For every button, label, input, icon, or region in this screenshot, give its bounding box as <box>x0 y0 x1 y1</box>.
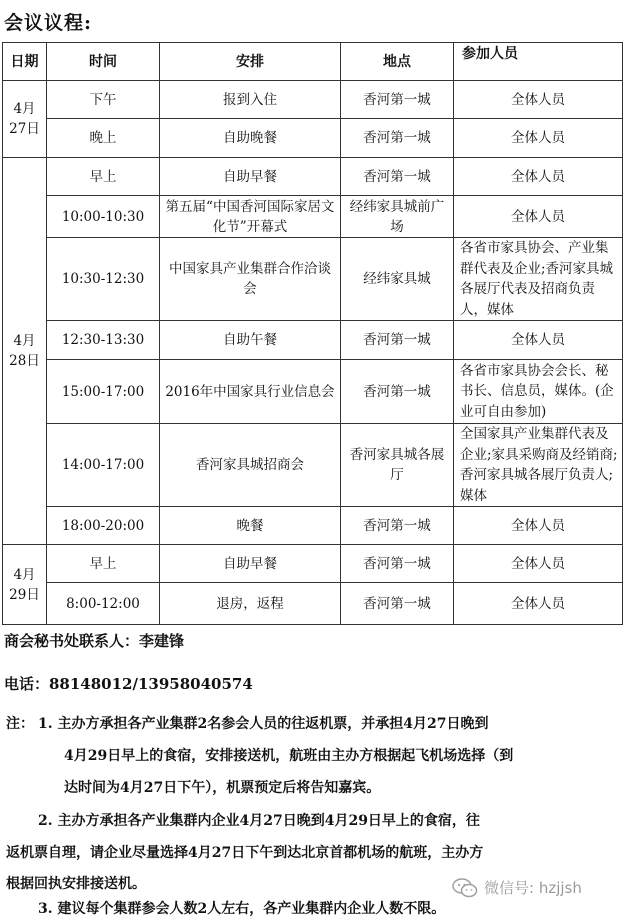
attendees-cell: 全国家具产业集群代表及企业;家具采购商及经销商;香河家具城各展厅负责人;媒体 <box>454 424 623 507</box>
attendees-cell: 全体人员 <box>454 81 623 119</box>
note-2-line-1: 2. 主办方承担各产业集群内企业4月27日晚到4月29日早上的食宿，往 <box>38 813 480 829</box>
arrangement-cell: 自助早餐 <box>160 158 341 196</box>
arrangement-cell: 自助午餐 <box>160 321 341 360</box>
time-cell: 10:00-10:30 <box>47 196 160 238</box>
time-cell: 15:00-17:00 <box>47 360 160 424</box>
location-cell: 香河第一城 <box>341 321 454 360</box>
arrangement-cell: 晚餐 <box>160 507 341 545</box>
time-cell: 早上 <box>47 158 160 196</box>
attendees-cell: 全体人员 <box>454 196 623 238</box>
location-cell: 香河第一城 <box>341 545 454 583</box>
attendees-cell: 全体人员 <box>454 158 623 196</box>
attendees-cell: 全体人员 <box>454 583 623 625</box>
location-cell: 经纬家具城 <box>341 238 454 321</box>
table-row <box>3 238 623 321</box>
table-row <box>3 360 623 424</box>
note-3-line-1: 3. 建议每个集群参会人数2人左右，各产业集群内企业人数不限。 <box>38 901 446 917</box>
note-1-line-3: 达时间为4月27日下午），机票预定后将告知嘉宾。 <box>64 780 381 796</box>
table-row <box>3 81 623 119</box>
time-cell: 10:30-12:30 <box>47 238 160 321</box>
date-cell: 4月27日 <box>3 81 47 158</box>
arrangement-cell: 自助晚餐 <box>160 119 341 158</box>
note-1-line-2: 4月29日早上的食宿，安排接送机，航班由主办方根据起飞机场选择（到 <box>64 748 514 764</box>
arrangement-cell: 退房，返程 <box>160 583 341 625</box>
location-cell: 香河第一城 <box>341 81 454 119</box>
time-cell: 8:00-12:00 <box>47 583 160 625</box>
phone-line: 电话：88148012/13958040574 <box>4 675 253 693</box>
attendees-cell: 全体人员 <box>454 545 623 583</box>
note-2-line-2: 返机票自理，请企业尽量选择4月27日下午到达北京首都机场的航班，主办方 <box>6 845 484 861</box>
table-row <box>3 119 623 158</box>
attendees-cell: 各省市家具协会会长、秘书长、信息员，媒体。(企业可自由参加) <box>454 360 623 424</box>
arrangement-cell: 香河家具城招商会 <box>160 424 341 507</box>
location-cell: 香河第一城 <box>341 119 454 158</box>
table-row <box>3 424 623 507</box>
table-header-row <box>3 43 623 81</box>
table-row <box>3 583 623 625</box>
location-cell: 经纬家具城前广场 <box>341 196 454 238</box>
contact-line: 商会秘书处联系人：李建锋 <box>4 632 185 650</box>
page-title: 会议议程: <box>4 12 93 34</box>
note-2-line-3: 根据回执安排接送机。 <box>6 876 146 892</box>
note-1-line-1: 1. 主办方承担各产业集群2名参会人员的往返机票，并承担4月27日晚到 <box>38 716 489 732</box>
arrangement-cell: 2016年中国家具行业信息会 <box>160 360 341 424</box>
time-cell: 12:30-13:30 <box>47 321 160 360</box>
header-attendees: 参加人员 <box>454 43 623 81</box>
table-row <box>3 507 623 545</box>
time-cell: 下午 <box>47 81 160 119</box>
table-row <box>3 196 623 238</box>
header-date: 日期 <box>3 43 47 81</box>
arrangement-cell: 中国家具产业集群合作洽谈会 <box>160 238 341 321</box>
table-row <box>3 545 623 583</box>
location-cell: 香河第一城 <box>341 158 454 196</box>
time-cell: 晚上 <box>47 119 160 158</box>
wechat-icon <box>452 878 478 898</box>
date-cell: 4月28日 <box>3 158 47 545</box>
attendees-cell: 全体人员 <box>454 321 623 360</box>
schedule-table <box>2 42 623 625</box>
time-cell: 14:00-17:00 <box>47 424 160 507</box>
arrangement-cell: 第五届“中国香河国际家居文化节”开幕式 <box>160 196 341 238</box>
watermark-text: 微信号: hzjjsh <box>484 879 582 897</box>
header-time: 时间 <box>47 43 160 81</box>
note-prefix: 注： <box>6 716 34 732</box>
location-cell: 香河第一城 <box>341 507 454 545</box>
header-arrangement: 安排 <box>160 43 341 81</box>
attendees-cell: 各省市家具协会、产业集群代表及企业;香河家具城各展厅代表及招商负责人，媒体 <box>454 238 623 321</box>
attendees-cell: 全体人员 <box>454 119 623 158</box>
location-cell: 香河第一城 <box>341 583 454 625</box>
arrangement-cell: 自助早餐 <box>160 545 341 583</box>
location-cell: 香河第一城 <box>341 360 454 424</box>
date-cell: 4月29日 <box>3 545 47 625</box>
arrangement-cell: 报到入住 <box>160 81 341 119</box>
time-cell: 早上 <box>47 545 160 583</box>
location-cell: 香河家具城各展厅 <box>341 424 454 507</box>
header-location: 地点 <box>341 43 454 81</box>
wechat-watermark <box>452 877 582 898</box>
attendees-cell: 全体人员 <box>454 507 623 545</box>
table-row <box>3 158 623 196</box>
time-cell: 18:00-20:00 <box>47 507 160 545</box>
table-row <box>3 321 623 360</box>
